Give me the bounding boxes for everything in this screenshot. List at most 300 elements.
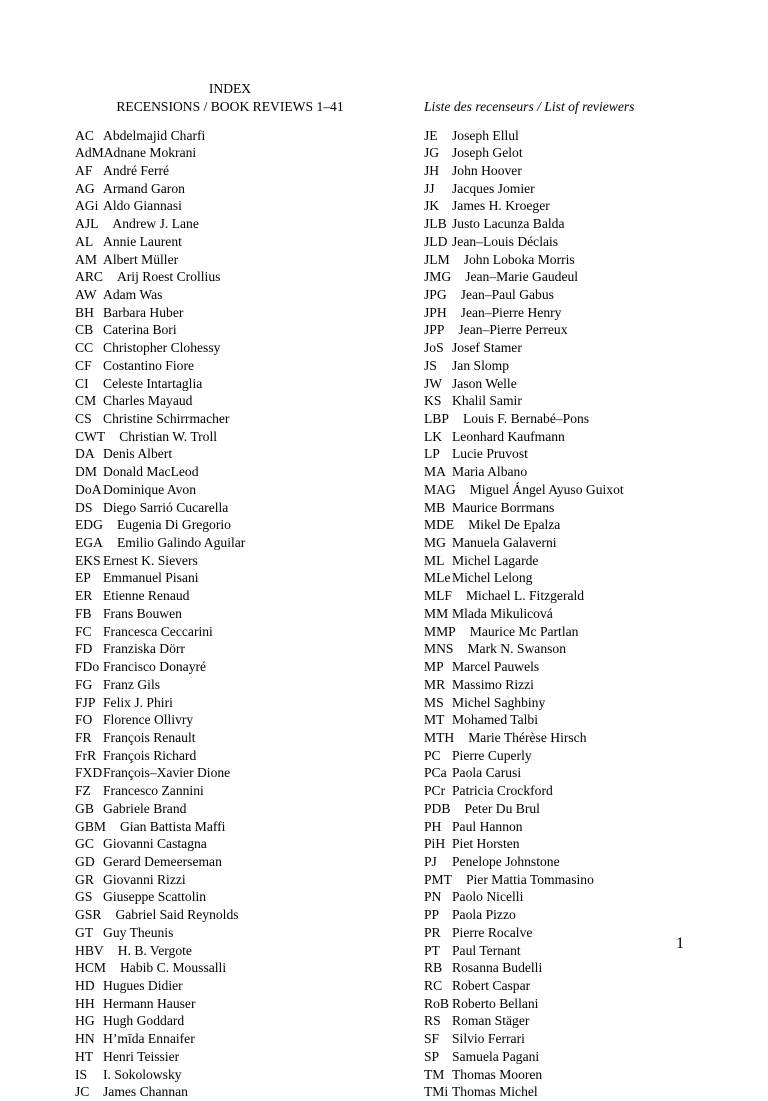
reviewer-entry [424, 729, 624, 747]
reviewer-code: PH [424, 818, 452, 836]
reviewer-entry [75, 162, 245, 180]
reviewer-entry [75, 694, 245, 712]
reviewer-name: Donald MacLeod [103, 464, 199, 479]
reviewer-name: Marie Thérèse Hirsch [468, 730, 586, 745]
reviewer-entry [424, 782, 624, 800]
reviewer-code: AL [75, 233, 103, 251]
reviewer-name: Michael L. Fitzgerald [466, 588, 584, 603]
reviewer-name: Armand Garon [103, 181, 185, 196]
reviewer-entry [424, 747, 624, 765]
reviewer-code: AF [75, 162, 103, 180]
reviewer-entry [75, 1083, 245, 1101]
reviewer-name: Michel Saghbiny [452, 695, 545, 710]
reviewer-code: FD [75, 640, 103, 658]
reviewer-code: PC [424, 747, 452, 765]
reviewer-entry [424, 853, 624, 871]
reviewer-name: Pier Mattia Tommasino [466, 872, 594, 887]
reviewer-entry [75, 782, 245, 800]
reviewer-code: GT [75, 924, 103, 942]
reviewer-name: Peter Du Brul [464, 801, 540, 816]
reviewer-entry [75, 1048, 245, 1066]
reviewer-name: Mohamed Talbi [452, 712, 538, 727]
reviewer-entry [424, 162, 624, 180]
reviewer-name: Francesco Zannini [103, 783, 204, 798]
reviewer-code: PR [424, 924, 452, 942]
reviewer-entry [75, 428, 245, 446]
reviewer-code: JH [424, 162, 452, 180]
reviewer-name: Louis F. Bernabé–Pons [463, 411, 589, 426]
reviewer-code: FJP [75, 694, 103, 712]
reviewer-name: Franz Gils [103, 677, 160, 692]
reviewer-code: MDE [424, 516, 454, 534]
reviewer-entry [424, 694, 624, 712]
reviewer-entry [75, 835, 245, 853]
reviewer-code: AG [75, 180, 103, 198]
reviewer-name: Mark N. Swanson [467, 641, 566, 656]
reviewer-code: IS [75, 1066, 103, 1084]
reviewer-code: JoS [424, 339, 452, 357]
reviewer-entry [424, 1048, 624, 1066]
reviewer-code: MLF [424, 587, 452, 605]
reviewer-name: Joseph Gelot [452, 145, 523, 160]
reviewer-entry [424, 286, 624, 304]
index-heading [75, 80, 385, 115]
reviewer-name: Robert Caspar [452, 978, 530, 993]
reviewer-name: Adam Was [103, 287, 162, 302]
reviewer-code: RC [424, 977, 452, 995]
reviewer-entry [424, 605, 624, 623]
reviewer-code: FO [75, 711, 103, 729]
reviewer-entry [75, 623, 245, 641]
reviewer-name: Celeste Intartaglia [103, 376, 202, 391]
reviewer-code: CC [75, 339, 103, 357]
reviewer-code: PiH [424, 835, 452, 853]
reviewer-entry [424, 658, 624, 676]
reviewer-code: GC [75, 835, 103, 853]
reviewer-code: SP [424, 1048, 452, 1066]
reviewer-name: Hugh Goddard [103, 1013, 184, 1028]
reviewer-name: Jan Slomp [452, 358, 509, 373]
reviewer-entry [75, 658, 245, 676]
reviewer-code: GS [75, 888, 103, 906]
reviewer-code: PP [424, 906, 452, 924]
reviewer-code: FC [75, 623, 103, 641]
reviewer-name: Pierre Cuperly [452, 748, 532, 763]
reviewer-code: LP [424, 445, 452, 463]
reviewer-code: PT [424, 942, 452, 960]
reviewer-entry [424, 942, 624, 960]
reviewer-name: Paul Ternant [452, 943, 521, 958]
reviewer-entry [75, 445, 245, 463]
reviewer-name: Paola Carusi [452, 765, 521, 780]
reviewer-name: Giovanni Rizzi [103, 872, 186, 887]
reviewer-code: MA [424, 463, 452, 481]
reviewer-code: MS [424, 694, 452, 712]
reviewer-entry [424, 711, 624, 729]
reviewer-entry [75, 392, 245, 410]
reviewer-entry [424, 410, 624, 428]
reviewer-name: Giuseppe Scattolin [103, 889, 206, 904]
reviewer-entry [424, 534, 624, 552]
reviewer-name: Michel Lelong [452, 570, 532, 585]
reviewer-code: CWT [75, 428, 105, 446]
reviewer-entry [75, 1012, 245, 1030]
reviewer-code: EGA [75, 534, 103, 552]
reviewer-entry [424, 959, 624, 977]
reviewer-code: TM [424, 1066, 452, 1084]
reviewer-entry [424, 304, 624, 322]
reviewer-code: GR [75, 871, 103, 889]
reviewer-name: I. Sokolowsky [103, 1067, 182, 1082]
reviewer-entry [424, 516, 624, 534]
reviewer-entry [75, 747, 245, 765]
reviewer-code: HG [75, 1012, 103, 1030]
reviewer-name: Habib C. Moussalli [120, 960, 226, 975]
reviewer-entry [424, 127, 624, 145]
reviewer-name: Lucie Pruvost [452, 446, 528, 461]
index-subtitle: RECENSIONS / BOOK REVIEWS 1–41 [75, 98, 385, 116]
reviewer-code: PN [424, 888, 452, 906]
reviewer-name: Paola Pizzo [452, 907, 516, 922]
reviewer-name: Christopher Clohessy [103, 340, 220, 355]
reviewer-code: MLe [424, 569, 452, 587]
reviewer-entry [424, 1012, 624, 1030]
reviewer-entry [424, 180, 624, 198]
reviewer-code: HBV [75, 942, 104, 960]
reviewer-name: Guy Theunis [103, 925, 173, 940]
reviewer-code: CF [75, 357, 103, 375]
reviewer-name: Felix J. Phiri [103, 695, 173, 710]
reviewer-code: FG [75, 676, 103, 694]
reviewer-code: AC [75, 127, 103, 145]
reviewer-entry [424, 888, 624, 906]
reviewer-name: Aldo Giannasi [103, 198, 182, 213]
reviewer-code: GSR [75, 906, 101, 924]
reviewer-name: François Renault [103, 730, 196, 745]
reviewer-entry [424, 995, 624, 1013]
reviewer-name: Adnane Mokrani [104, 145, 197, 160]
reviewer-name: Marcel Pauwels [452, 659, 539, 674]
reviewer-name: Gian Battista Maffi [120, 819, 225, 834]
reviewer-code: JLD [424, 233, 452, 251]
reviewer-entry [75, 888, 245, 906]
reviewer-entry [424, 251, 624, 269]
reviewer-code: FR [75, 729, 103, 747]
reviewer-code: FXD [75, 764, 103, 782]
reviewer-entry [75, 552, 245, 570]
reviewer-code: RoB [424, 995, 452, 1013]
reviewer-name: Roman Stäger [452, 1013, 529, 1028]
reviewer-entry [75, 569, 245, 587]
reviewer-code: KS [424, 392, 452, 410]
reviewer-name: Patricia Crockford [452, 783, 553, 798]
reviewer-entry [424, 357, 624, 375]
reviewer-name: Christian W. Troll [119, 429, 217, 444]
reviewer-code: MG [424, 534, 452, 552]
reviewer-code: ER [75, 587, 103, 605]
reviewer-entry [75, 711, 245, 729]
reviewer-entry [424, 924, 624, 942]
reviewer-code: PCr [424, 782, 452, 800]
reviewer-code: JW [424, 375, 452, 393]
reviewer-entry [75, 853, 245, 871]
reviewer-entry [75, 180, 245, 198]
reviewer-code: FDo [75, 658, 103, 676]
reviewer-entry [75, 321, 245, 339]
reviewer-name: Jean–Louis Déclais [452, 234, 558, 249]
reviewer-name: Barbara Huber [103, 305, 183, 320]
reviewer-entry [75, 375, 245, 393]
reviewer-code: RS [424, 1012, 452, 1030]
reviewer-code: DS [75, 499, 103, 517]
reviewer-name: H’mīda Ennaifer [103, 1031, 195, 1046]
reviewer-entry [75, 463, 245, 481]
reviewer-entry [424, 552, 624, 570]
reviewer-entry [75, 127, 245, 145]
reviewer-name: Joseph Ellul [452, 128, 519, 143]
reviewer-code: CI [75, 375, 103, 393]
reviewer-code: AGi [75, 197, 103, 215]
reviewer-name: Charles Mayaud [103, 393, 192, 408]
reviewer-name: Gabriel Said Reynolds [115, 907, 238, 922]
reviewer-name: Jean–Paul Gabus [461, 287, 554, 302]
reviewer-name: Thomas Michel [452, 1084, 538, 1099]
reviewer-code: DoA [75, 481, 103, 499]
reviewer-name: André Ferré [103, 163, 169, 178]
reviewer-code: JJ [424, 180, 452, 198]
reviewer-code: MAG [424, 481, 456, 499]
reviewer-code: JG [424, 144, 452, 162]
reviewer-name: Roberto Bellani [452, 996, 538, 1011]
reviewer-name: Thomas Mooren [452, 1067, 542, 1082]
reviewer-name: Dominique Avon [103, 482, 196, 497]
reviewer-name: Henri Teissier [103, 1049, 179, 1064]
reviewer-code: EDG [75, 516, 103, 534]
reviewer-code: FB [75, 605, 103, 623]
reviewer-entry [424, 499, 624, 517]
reviewer-name: Jean–Marie Gaudeul [465, 269, 578, 284]
reviewer-code: JC [75, 1083, 103, 1101]
reviewer-code: MR [424, 676, 452, 694]
reviewer-name: James Channan [103, 1084, 188, 1099]
reviewer-name: John Hoover [452, 163, 522, 178]
reviewer-name: Annie Laurent [103, 234, 182, 249]
reviewer-name: Jean–Pierre Henry [461, 305, 562, 320]
reviewer-name: Giovanni Castagna [103, 836, 207, 851]
reviewer-name: H. B. Vergote [118, 943, 192, 958]
reviewer-code: SF [424, 1030, 452, 1048]
reviewer-code: PMT [424, 871, 452, 889]
reviewer-entry [424, 197, 624, 215]
reviewer-name: James H. Kroeger [452, 198, 550, 213]
reviewer-name: Andrew J. Lane [112, 216, 198, 231]
reviewer-entry [424, 428, 624, 446]
reviewer-name: Rosanna Budelli [452, 960, 542, 975]
reviewer-entry [424, 392, 624, 410]
reviewer-name: Paolo Nicelli [452, 889, 523, 904]
reviewer-name: Jean–Pierre Perreux [458, 322, 567, 337]
reviewer-entry [424, 623, 624, 641]
reviewer-name: Eugenia Di Gregorio [117, 517, 231, 532]
reviewer-name: Miguel Ángel Ayuso Guixot [470, 482, 624, 497]
reviewer-entry [424, 233, 624, 251]
reviewer-name: Gabriele Brand [103, 801, 186, 816]
reviewer-entry [75, 587, 245, 605]
reviewer-name: Caterina Bori [103, 322, 177, 337]
reviewer-code: EP [75, 569, 103, 587]
reviewer-entry [75, 676, 245, 694]
reviewers-column-left [75, 127, 245, 1101]
reviewer-entry [75, 729, 245, 747]
reviewer-entry [424, 339, 624, 357]
reviewer-entry [75, 800, 245, 818]
reviewer-code: HH [75, 995, 103, 1013]
reviewer-code: MMP [424, 623, 456, 641]
reviewer-entry [424, 445, 624, 463]
reviewer-name: Christine Schirrmacher [103, 411, 229, 426]
reviewer-name: Francesca Ceccarini [103, 624, 213, 639]
reviewer-entry [424, 640, 624, 658]
reviewer-code: AW [75, 286, 103, 304]
reviewer-name: Samuela Pagani [452, 1049, 539, 1064]
reviewers-list-title: Liste des recenseurs / List of reviewers [424, 98, 634, 116]
reviewer-name: Massimo Rizzi [452, 677, 534, 692]
reviewer-code: AdM [75, 144, 104, 162]
reviewer-entry [75, 144, 245, 162]
reviewer-entry [424, 321, 624, 339]
reviewer-entry [75, 304, 245, 322]
reviewer-entry [75, 268, 245, 286]
reviewer-name: Emmanuel Pisani [103, 570, 199, 585]
reviewer-code: HD [75, 977, 103, 995]
reviewer-name: Michel Lagarde [452, 553, 538, 568]
reviewer-code: AM [75, 251, 103, 269]
reviewer-entry [424, 144, 624, 162]
reviewer-name: Maria Albano [452, 464, 527, 479]
reviewer-code: GD [75, 853, 103, 871]
reviewer-name: Pierre Rocalve [452, 925, 532, 940]
reviewer-name: Mlada Mikulicová [452, 606, 553, 621]
reviewer-code: JLM [424, 251, 450, 269]
reviewer-code: HN [75, 1030, 103, 1048]
reviewer-code: PCa [424, 764, 452, 782]
reviewer-name: Abdelmajid Charfi [103, 128, 205, 143]
reviewer-entry [75, 215, 245, 233]
reviewer-name: Maurice Mc Partlan [470, 624, 579, 639]
reviewer-entry [75, 818, 245, 836]
reviewer-code: AJL [75, 215, 98, 233]
reviewer-entry [75, 764, 245, 782]
reviewer-entry [75, 516, 245, 534]
reviewer-code: BH [75, 304, 103, 322]
reviewer-code: CS [75, 410, 103, 428]
reviewer-entry [424, 800, 624, 818]
index-title: INDEX [75, 80, 385, 98]
reviewer-name: Arij Roest Crollius [117, 269, 220, 284]
page-number: 1 [676, 935, 684, 953]
reviewer-code: JPG [424, 286, 447, 304]
reviewer-name: Costantino Fiore [103, 358, 194, 373]
reviewer-entry [75, 1030, 245, 1048]
reviewer-code: JPH [424, 304, 447, 322]
reviewer-code: ML [424, 552, 452, 570]
reviewer-entry [75, 339, 245, 357]
reviewer-entry [424, 268, 624, 286]
reviewer-name: François Richard [103, 748, 196, 763]
reviewer-name: Piet Horsten [452, 836, 520, 851]
reviewer-name: Paul Hannon [452, 819, 523, 834]
reviewer-name: Etienne Renaud [103, 588, 189, 603]
reviewer-entry [424, 818, 624, 836]
reviewers-column-right [424, 127, 624, 1101]
reviewer-entry [75, 534, 245, 552]
reviewer-code: JMG [424, 268, 451, 286]
reviewer-name: Silvio Ferrari [452, 1031, 525, 1046]
reviewer-code: JS [424, 357, 452, 375]
reviewer-entry [75, 942, 245, 960]
reviewer-entry [424, 375, 624, 393]
reviewer-name: Gerard Demeerseman [103, 854, 222, 869]
reviewer-name: Hugues Didier [103, 978, 183, 993]
reviewer-entry [424, 569, 624, 587]
reviewer-code: PJ [424, 853, 452, 871]
reviewer-name: Denis Albert [103, 446, 172, 461]
reviewer-name: Mikel De Epalza [468, 517, 560, 532]
reviewer-entry [75, 959, 245, 977]
reviewer-code: MB [424, 499, 452, 517]
reviewer-code: JPP [424, 321, 444, 339]
reviewer-name: Diego Sarrió Cucarella [103, 500, 228, 515]
reviewer-entry [75, 410, 245, 428]
reviewer-entry [75, 499, 245, 517]
reviewer-name: Jason Welle [452, 376, 517, 391]
reviewer-entry [75, 251, 245, 269]
reviewer-code: EKS [75, 552, 103, 570]
reviewer-code: JLB [424, 215, 452, 233]
reviewer-code: DM [75, 463, 103, 481]
reviewer-entry [424, 1030, 624, 1048]
reviewer-code: MTH [424, 729, 454, 747]
reviewer-entry [424, 1083, 624, 1101]
reviewer-entry [75, 871, 245, 889]
reviewer-name: Ernest K. Sievers [103, 553, 198, 568]
reviewer-code: HCM [75, 959, 106, 977]
reviewer-name: Penelope Johnstone [452, 854, 560, 869]
reviewer-code: LBP [424, 410, 449, 428]
reviewer-entry [75, 286, 245, 304]
reviewer-code: MT [424, 711, 452, 729]
reviewer-name: Florence Ollivry [103, 712, 193, 727]
reviewer-entry [424, 977, 624, 995]
reviewer-code: GB [75, 800, 103, 818]
reviewer-entry [424, 215, 624, 233]
reviewer-entry [75, 924, 245, 942]
reviewer-code: FZ [75, 782, 103, 800]
reviewer-name: Justo Lacunza Balda [452, 216, 565, 231]
reviewer-code: PDB [424, 800, 450, 818]
reviewer-entry [424, 676, 624, 694]
reviewer-code: TMi [424, 1083, 452, 1101]
reviewer-entry [75, 605, 245, 623]
reviewer-entry [75, 233, 245, 251]
reviewer-entry [424, 764, 624, 782]
reviewer-name: Khalil Samir [452, 393, 522, 408]
reviewer-entry [75, 481, 245, 499]
reviewer-entry [75, 1066, 245, 1084]
reviewer-entry [75, 357, 245, 375]
reviewer-code: MNS [424, 640, 453, 658]
reviewer-name: Franziska Dörr [103, 641, 185, 656]
